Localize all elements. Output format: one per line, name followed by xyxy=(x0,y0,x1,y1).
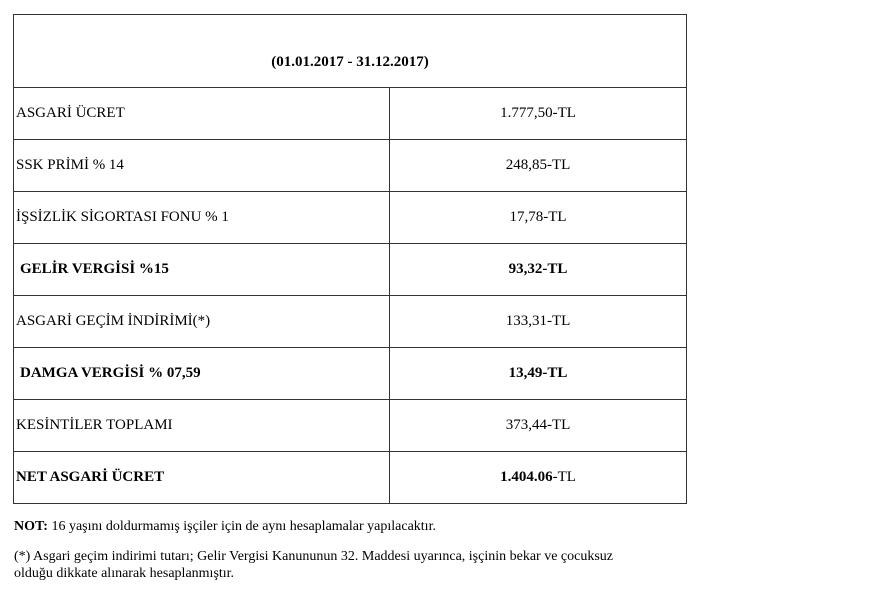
row-value: 17,78-TL xyxy=(509,209,567,225)
row-value: 373,44-TL xyxy=(505,417,571,433)
period-label: (01.01.2017 - 31.12.2017) xyxy=(271,54,429,70)
row-value xyxy=(390,452,686,503)
table-row xyxy=(14,139,686,191)
table-row xyxy=(14,295,686,347)
minimum-wage-table xyxy=(13,14,687,504)
net-wage-currency: -TL xyxy=(552,469,576,485)
net-wage-amount: 1.404.06 xyxy=(500,469,553,485)
row-label: DAMGA VERGİSİ % 07,59 xyxy=(14,348,390,399)
table-row xyxy=(14,243,686,295)
table-row xyxy=(14,347,686,399)
row-label: ASGARİ ÜCRET xyxy=(14,88,390,139)
row-value: 93,32-TL xyxy=(508,261,568,277)
row-label: NET ASGARİ ÜCRET xyxy=(14,452,390,503)
row-label: SSK PRİMİ % 14 xyxy=(14,140,390,191)
table-row xyxy=(14,191,686,243)
row-label: ASGARİ GEÇİM İNDİRİMİ(*) xyxy=(14,296,390,347)
note-label: NOT: xyxy=(14,519,48,534)
row-value: 248,85-TL xyxy=(505,157,571,173)
table-header-row xyxy=(14,15,686,87)
notes-section xyxy=(14,518,714,594)
footnote-line-2: olduğu dikkate alınarak hesaplanmıştır. xyxy=(14,566,235,581)
footnote-line-1: (*) Asgari geçim indirimi tutarı; Gelir Vergisi Kanununun 32. Maddesi uyarınca, işçinin bekar ve çocuksuz xyxy=(14,549,614,564)
row-label: KESİNTİLER TOPLAMI xyxy=(14,400,390,451)
row-label: İŞSİZLİK SİGORTASI FONU % 1 xyxy=(14,192,390,243)
footnote-paragraph xyxy=(14,548,714,582)
table-row xyxy=(14,399,686,451)
note-text: 16 yaşını doldurmamış işçiler için de aynı hesaplamalar yapılacaktır. xyxy=(47,519,436,534)
table-row xyxy=(14,451,686,503)
note-paragraph xyxy=(14,518,714,536)
row-value: 1.777,50-TL xyxy=(500,105,576,121)
table-row xyxy=(14,87,686,139)
row-label: GELİR VERGİSİ %15 xyxy=(14,244,390,295)
row-value: 13,49-TL xyxy=(508,365,568,381)
row-value: 133,31-TL xyxy=(505,313,571,329)
